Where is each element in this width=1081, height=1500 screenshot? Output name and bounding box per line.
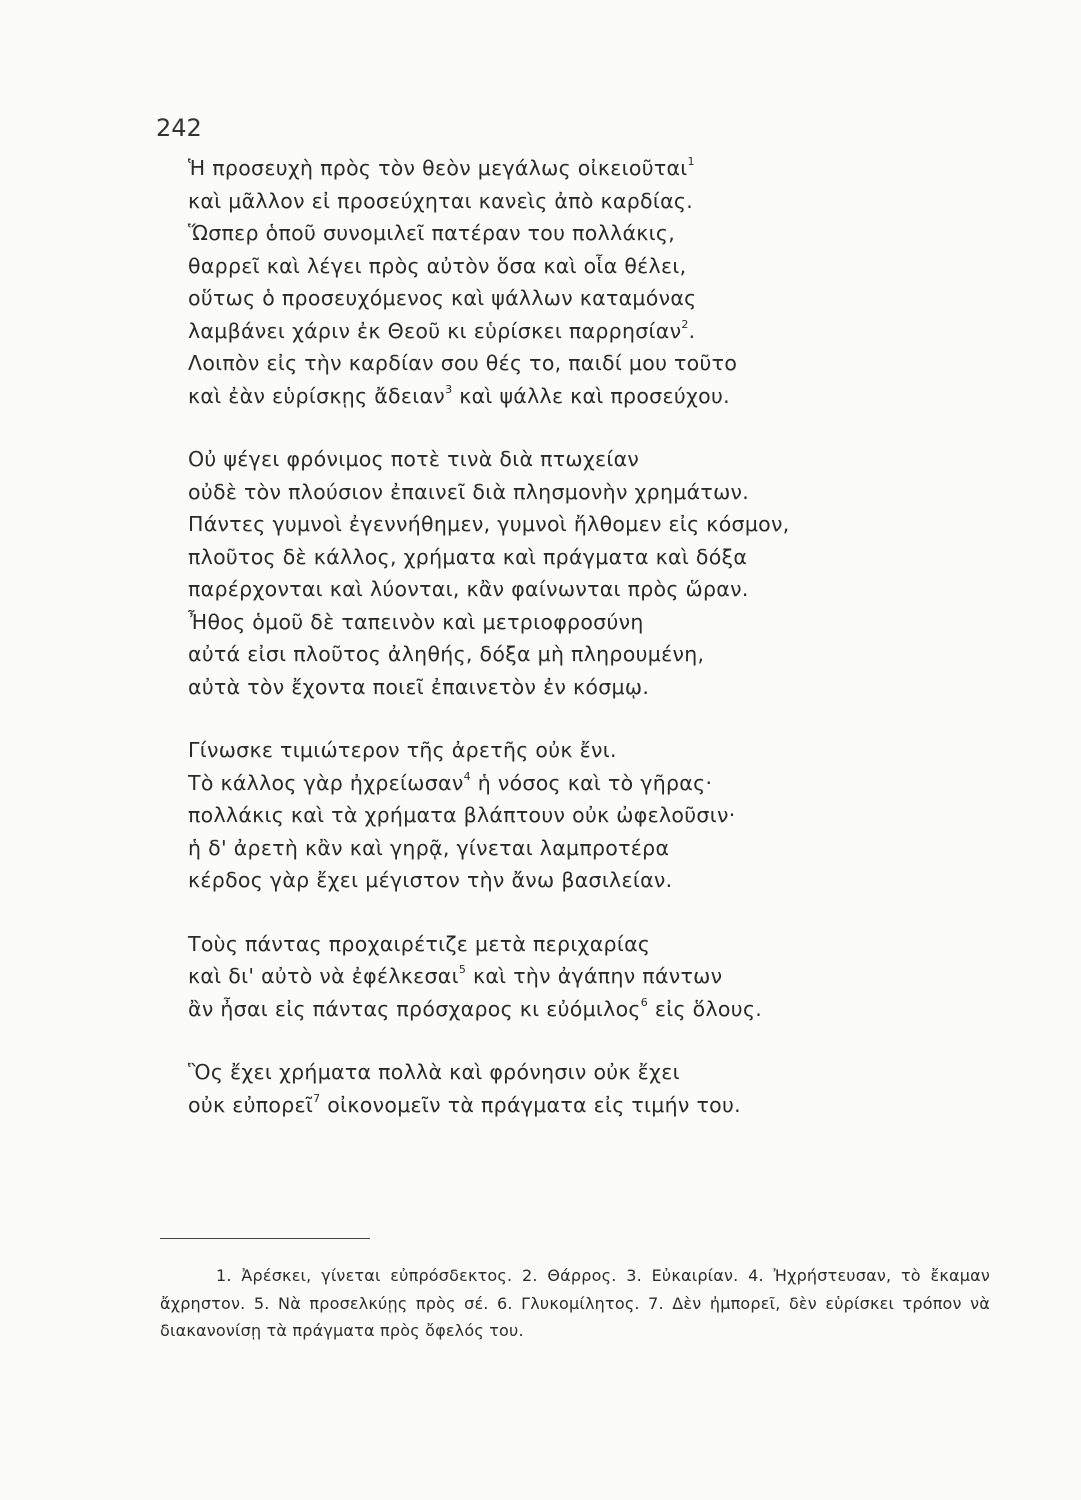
stanza [188, 1056, 928, 1121]
line-text-continued: . [688, 318, 696, 343]
footnotes: 1. Ἀρέσκει, γίνεται εὐπρόσδεκτος. 2. Θάρρος. 3. Εὐκαιρίαν. 4. Ἠχρήστευσαν, τὸ ἔκαμαν ἄχρηστον. 5. Νὰ προσελκύῃς πρὸς σέ. 6. Γλυκομίλητος. 7. Δὲν ἠμπορεῖ, δὲν εὑρίσκει τρόπον νὰ διακανονίσῃ τὰ πράγματα πρὸς ὄφελός του. [160, 1266, 990, 1340]
poem-line [188, 864, 928, 897]
line-text: Οὐ ψέγει φρόνιμος ποτὲ τινὰ διὰ πτωχείαν [188, 447, 640, 471]
line-text: παρέρχονται καὶ λύονται, κἂν φαίνωνται πρὸς ὥραν. [188, 577, 749, 601]
footnote-marker: 2 [681, 317, 689, 331]
line-text: Ἦθος ὁμοῦ δὲ ταπεινὸν καὶ μετριοφροσύνη [188, 609, 644, 634]
page-number: 242 [156, 114, 202, 142]
poem-line [188, 832, 928, 865]
footnote-marker: 6 [640, 995, 649, 1009]
line-text-continued: καὶ ψάλλε καὶ προσεύχου. [452, 383, 730, 408]
poem-body [188, 152, 928, 1152]
line-text-continued: καὶ τὴν ἀγάπην πάντων [466, 964, 723, 988]
footnote-divider [160, 1238, 370, 1239]
footnote-marker: 5 [458, 963, 467, 977]
poem-line [188, 508, 928, 541]
poem-line [188, 606, 928, 639]
stanza [188, 152, 928, 412]
footnote-marker: 4 [463, 769, 471, 783]
line-text: πλοῦτος δὲ κάλλος, χρήματα καὶ πράγματα καὶ δόξα [188, 544, 748, 569]
line-text: πολλάκις καὶ τὰ χρήματα βλάπτουν οὐκ ὠφελοῦσιν· [188, 803, 736, 827]
line-text: καὶ μᾶλλον εἰ προσεύχηται κανεὶς ἀπὸ καρδίας. [188, 188, 694, 213]
line-text: Ὃς ἔχει χρήματα πολλὰ καὶ φρόνησιν οὐκ ἔχει [188, 1060, 680, 1084]
poem-line [188, 671, 928, 704]
line-text: Τὸ κάλλος γὰρ ἠχρείωσαν [188, 770, 464, 795]
poem-line [188, 1089, 928, 1122]
line-text: λαμβάνει χάριν ἐκ Θεοῦ κι εὑρίσκει παρρησίαν [188, 318, 682, 343]
line-text: αὐτά εἰσι πλοῦτος ἀληθής, δόξα μὴ πληρουμένη, [188, 642, 705, 666]
line-text: Πάντες γυμνοὶ ἐγεννήθημεν, γυμνοὶ ἤλθομεν εἰς κόσμον, [188, 512, 790, 536]
line-text: Ὥσπερ ὁποῦ συνομιλεῖ πατέραν του πολλάκις, [188, 221, 676, 245]
footnote-marker: 3 [445, 382, 453, 396]
line-text: αὐτὰ τὸν ἔχοντα ποιεῖ ἐπαινετὸν ἐν κόσμῳ. [188, 674, 650, 699]
line-text: Λοιπὸν εἰς τὴν καρδίαν σου θές το, παιδί μου τοῦτο [188, 351, 738, 375]
line-text: ἡ δ' ἀρετὴ κἂν καὶ γηρᾷ, γίνεται λαμπροτέρα [188, 835, 670, 860]
stanza [188, 734, 928, 897]
poem-line [188, 993, 928, 1026]
poem-line [188, 282, 928, 315]
stanza [188, 443, 928, 703]
poem-line [188, 767, 928, 800]
line-text: οὐκ εὐπορεῖ [188, 1092, 314, 1117]
poem-line [188, 638, 928, 671]
poem-line [188, 217, 928, 250]
poem-line [188, 443, 928, 476]
poem-line [188, 1056, 928, 1089]
line-text: Ἡ προσευχὴ πρὸς τὸν θεὸν μεγάλως οἰκειοῦται [188, 156, 688, 180]
line-text: κέρδος γὰρ ἔχει μέγιστον τὴν ἄνω βασιλείαν. [188, 868, 673, 892]
poem-line [188, 185, 928, 218]
poem-line [188, 928, 928, 961]
poem-line [188, 541, 928, 574]
line-text: Τοὺς πάντας προχαιρέτιζε μετὰ περιχαρίας [188, 931, 651, 956]
line-text: καὶ ἐὰν εὑρίσκῃς ἄδειαν [188, 383, 446, 408]
poem-line [188, 799, 928, 832]
line-text: οὐδὲ τὸν πλούσιον ἐπαινεῖ διὰ πλησμονὴν χρημάτων. [188, 479, 750, 504]
poem-line [188, 573, 928, 606]
poem-line [188, 315, 928, 348]
line-text-continued: οἰκονομεῖν τὰ πράγματα εἰς τιμήν του. [320, 1092, 741, 1117]
poem-line [188, 380, 928, 413]
line-text: οὕτως ὁ προσευχόμενος καὶ ψάλλων καταμόνας [188, 286, 697, 310]
poem-line [188, 347, 928, 380]
line-text: καὶ δι' αὐτὸ νὰ ἐφέλκεσαι [188, 964, 459, 988]
poem-line [188, 250, 928, 283]
footnote-marker: 1 [687, 155, 695, 169]
line-text: ἂν ἦσαι εἰς πάντας πρόσχαρος κι εὐόμιλος [188, 996, 641, 1021]
line-text: Γίνωσκε τιμιώτερον τῆς ἀρετῆς οὐκ ἔνι. [188, 738, 617, 762]
poem-line [188, 960, 928, 993]
footnote-marker: 7 [313, 1091, 321, 1105]
poem-line [188, 734, 928, 767]
line-text-continued: εἰς ὅλους. [648, 996, 763, 1021]
line-text: θαρρεῖ καὶ λέγει πρὸς αὐτὸν ὅσα καὶ οἷα θέλει, [188, 253, 687, 278]
stanza [188, 928, 928, 1026]
poem-line [188, 152, 928, 185]
poem-line [188, 476, 928, 509]
line-text-continued: ἡ νόσος καὶ τὸ γῆρας· [470, 770, 713, 795]
